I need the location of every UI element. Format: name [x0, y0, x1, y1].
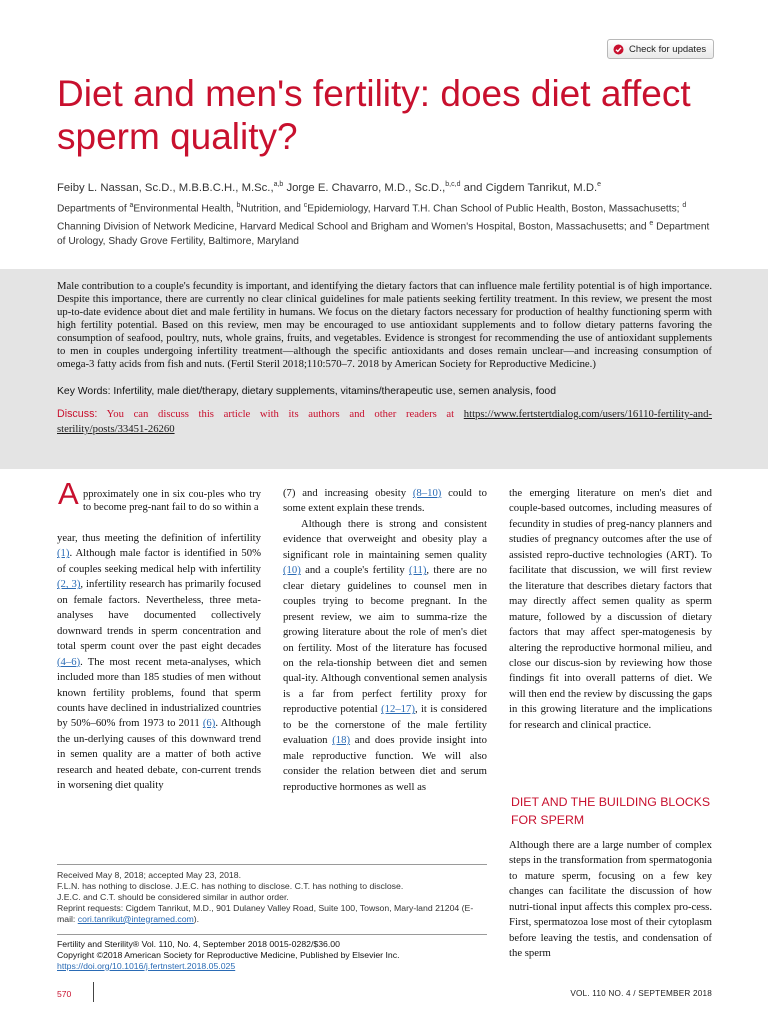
citation-link[interactable]: (12–17): [381, 703, 415, 716]
received-dates: Received May 8, 2018; accepted May 23, 2018.: [57, 870, 241, 880]
affil-text: Departments of: [57, 203, 130, 215]
footnote-divider: [57, 864, 487, 865]
body-text: . Although male factor is identified in 50% of couples seeking medical help with infertility: [57, 547, 261, 575]
page-number: 570: [57, 989, 72, 999]
citation-link[interactable]: (8–10): [412, 487, 442, 499]
affil-text: Nutrition, and: [240, 203, 304, 215]
intro-first-lines: pproximately one in six cou-ples who try to become preg-nant fail to do so within a: [83, 489, 261, 513]
discuss-note: [57, 407, 712, 437]
copyright: Copyright ©2018 American Society for Reproductive Medicine, Published by Elsevier Inc.: [57, 949, 400, 960]
citation-link[interactable]: (6): [202, 717, 216, 730]
discuss-link[interactable]: https://www.fertstertdialog.com/users/16110-fertility-and-sterility/posts/33451-26260: [57, 408, 712, 435]
affil-mark: c: [303, 202, 308, 209]
affil-mark: d: [682, 202, 687, 209]
issue-info: VOL. 110 NO. 4 / SEPTEMBER 2018: [570, 989, 712, 998]
journal-info-divider: [57, 934, 487, 935]
body-text: , there are no clear dietary guidelines to counsel men in couples trying to become pregnant. In the present review, we aim to summa-rize the growing literature about the role of men's diet on fertility. Most of the literature has focused on the rela-tionship between diet and semen qual-ity. Although conventional semen analysis is a far from perfect fertility proxy for reproductive potential: [283, 564, 487, 716]
body-column-2: [283, 486, 487, 795]
reprint-requests: [57, 903, 487, 925]
abstract-text: Male contribution to a couple's fecundity is important, and identifying the dietary factors that can influence male fertility potential is of high importance. Despite this importance, there are currently no clear clinical guidelines for male patients seeking fertility treatment. In this review, we present the most up-to-date evidence about diet and male fertility in humans. We focus on the dietary factors necessary for production of healthy functioning sperm with high fertility potential. Based on this review, men may be encouraged to use antioxidant supplements and to follow dietary patterns favoring the consumption of seafood, poultry, nuts, whole grains, fruits, and vegetables. Evidence is strongest for recommending the use of antioxidant supplements to men in couples undergoing infertility treatment—although the specific antioxidants and doses remain unclear—and increasing consumption of omega-3 fatty acids from fish and nuts. (Fertil Steril 2018;110:570–7. 2018 by American Society for Reproductive Medicine.): [57, 280, 712, 370]
body-paragraph: the emerging literature on men's diet and couple-based outcomes, including measures of fecundity in studies of preg-nancy planners and studies of pregnancy outcomes after the use of assisted repro-ductive technologies (ART). To facilitate that discussion, we will first review the literature that describes dietary factors that may directly affect semen quality as sperm mature, followed by a discussion of dietary factors that may affect sper-matogenesis by altering the reproductive hormonal milieu, and close our discus-sion by reviewing how those findings fit into overall patterns of diet. We will then end the review by discussing the gaps in this growing literature and the implications for research and clinical practice.: [509, 487, 712, 731]
author-affil-mark: a,b: [273, 181, 284, 188]
check-for-updates-button[interactable]: [607, 39, 714, 59]
keywords: [57, 386, 712, 397]
body-text: and does provide insight into male reproductive function. We will also consider the relation between diet and serum reproductive hormones as well as: [283, 734, 487, 793]
body-column-3-continued: [509, 838, 712, 962]
check-updates-label: Check for updates: [629, 43, 707, 55]
affiliations: [57, 199, 717, 250]
body-text: . The most recent meta-analyses, which included more than 185 studies of men without known fertility problems, found that sperm counts have declined in industrialized countries by 50%–60% from 1973 to 2011: [57, 655, 261, 730]
email-link[interactable]: cori.tanrikut@integramed.com: [77, 913, 194, 924]
author-affil-mark: e: [597, 181, 602, 188]
affil-mark: a: [129, 202, 134, 209]
body-text: year, thus meeting the definition of infertility: [57, 532, 261, 544]
journal-info: [57, 939, 487, 972]
body-text: and a couple's fertility: [300, 564, 409, 577]
drop-cap: A: [58, 476, 79, 511]
affil-text: Department of Urology, Shady Grove Fertility, Baltimore, Maryland: [57, 221, 710, 248]
author-name: and Cigdem Tanrikut, M.D.: [460, 181, 598, 194]
body-text: . Although the un-derlying causes of this downward trend in semen quality are a matter of both active research and heated debate, con-current trends in worsening diet quality: [57, 717, 261, 792]
journal-citation: Fertility and Sterility® Vol. 110, No. 4, September 2018 0015-0282/$36.00: [57, 939, 340, 949]
body-text: Although there is strong and consistent evidence that overweight and obesity play a significant role in maintaining semen quality: [283, 517, 487, 561]
citation-link[interactable]: (18): [332, 734, 351, 747]
body-text: (7) and increasing obesity: [283, 487, 413, 499]
citation-link[interactable]: (4–6): [57, 655, 81, 668]
author-name: Feiby L. Nassan, Sc.D., M.B.B.C.H., M.Sc.,: [57, 181, 274, 194]
check-updates-icon: [613, 44, 624, 55]
affil-text: Channing Division of Network Medicine, Harvard Medical School and Brigham and Women's Hospital, Boston, Massachusetts; and: [57, 221, 650, 233]
body-text: could to some extent explain these trends.: [283, 487, 488, 515]
citation-link[interactable]: (10): [283, 564, 301, 577]
body-paragraph: Although there are a large number of complex steps in the transformation from spermatogonia to mature sperm, focusing on a few key changes can facilitate the discussion of how nutri-tional input affects this complex pro-cess. First, spermatozoa lose most of their cytoplasm before leaving the testis, and condensation of the sperm: [509, 839, 712, 960]
keywords-label: Key Words:: [57, 386, 111, 397]
discuss-text: You can discuss this article with its authors and other readers at: [97, 408, 464, 420]
doi-link[interactable]: https://doi.org/10.1016/j.fertnstert.2018.05.025: [57, 960, 236, 971]
body-column-3: [509, 486, 712, 733]
discuss-label: Discuss:: [57, 408, 98, 420]
affil-text: Environmental Health,: [133, 203, 237, 215]
body-column-1: [57, 531, 261, 794]
affil-mark: e: [649, 220, 654, 228]
article-title: Diet and men's fertility: does diet affect sperm quality?: [57, 73, 691, 157]
citation-link[interactable]: (11): [408, 564, 427, 577]
section-heading: DIET AND THE BUILDING BLOCKS FOR SPERM: [511, 795, 711, 827]
footer-divider: [93, 982, 94, 1002]
citation-link[interactable]: (2, 3): [57, 578, 81, 591]
author-order-note: J.E.C. and C.T. should be considered similar in author order.: [57, 891, 289, 902]
affil-text: Epidemiology, Harvard T.H. Chan School of Public Health, Boston, Massachusetts;: [307, 203, 683, 215]
reprint-text: Reprint requests: Cigdem Tanrikut, M.D., 901 Dulaney Valley Road, Suite 100, Towson, Mary-land 21204 (E-mail:: [57, 902, 474, 924]
reprint-text: ).: [193, 913, 200, 924]
author-affil-mark: b,c,d: [445, 181, 461, 188]
author-name: Jorge E. Chavarro, M.D., Sc.D.,: [283, 181, 446, 194]
body-text: , it is considered to be the cornerstone of the male fertility evaluation: [283, 703, 487, 747]
body-text: , infertility research has primarily focused on female factors. Nevertheless, three meta-analyses have documented collectively downward trends in sperm concentration and total sperm count over the past eight decades: [57, 578, 261, 653]
disclosure: F.L.N. has nothing to disclose. J.E.C. has nothing to disclose. C.T. has nothing to disclose.: [57, 880, 404, 891]
affil-mark: b: [236, 202, 241, 209]
citation-link[interactable]: (1): [57, 547, 70, 560]
article-footnotes: [57, 870, 487, 925]
keywords-list: Infertility, male diet/therapy, dietary supplements, vitamins/therapeutic use, semen analysis, food: [110, 386, 556, 397]
author-list: [57, 181, 717, 194]
